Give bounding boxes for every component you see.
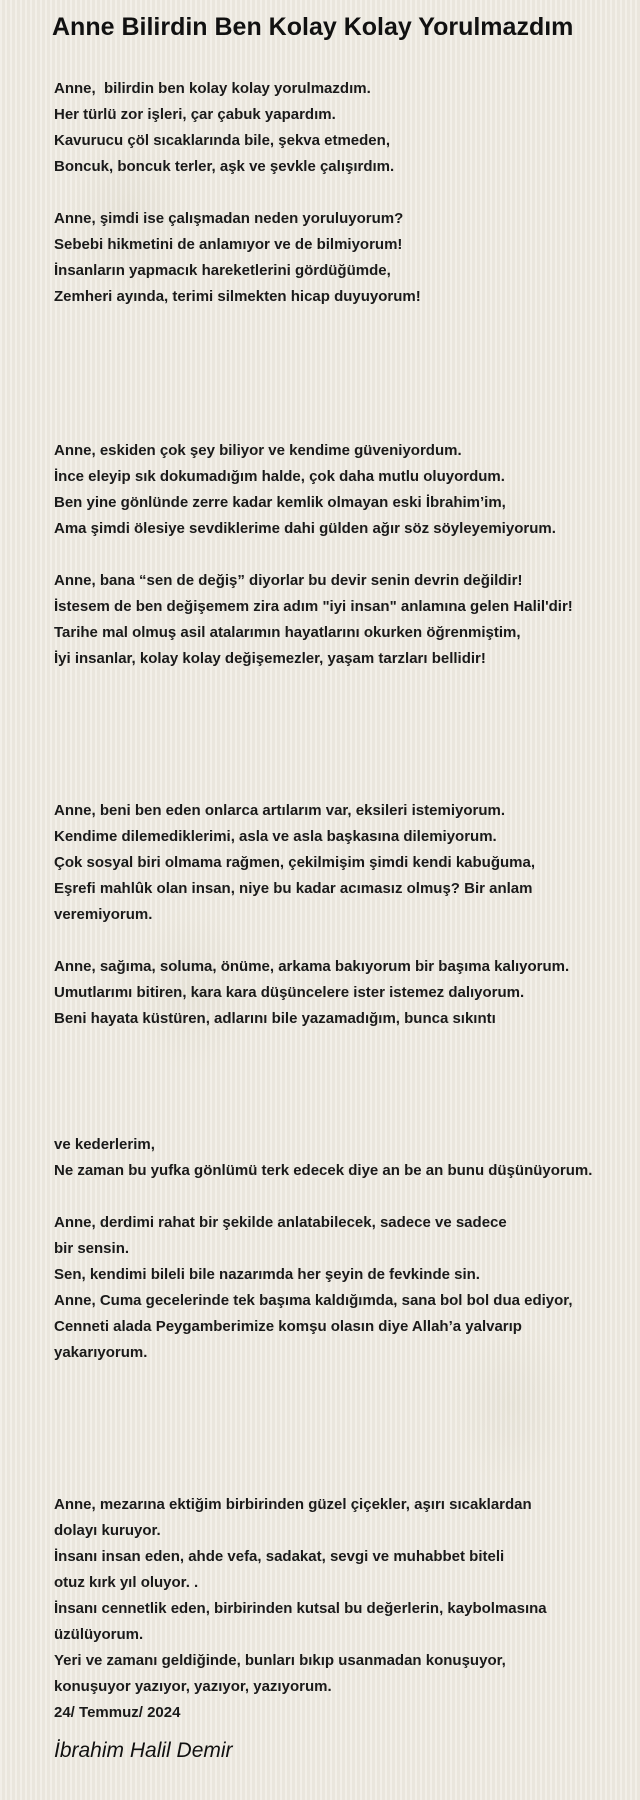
poem-line: Anne, Cuma gecelerinde tek başıma kaldığımda, sana bol bol dua ediyor, [54, 1292, 573, 1309]
poem-line: Cenneti alada Peygamberimize komşu olasın diye Allah’a yalvarıp [54, 1318, 522, 1335]
poem-line: Her türlü zor işleri, çar çabuk yapardım. [54, 106, 336, 123]
poem-line: Ama şimdi ölesiye sevdiklerime dahi gülden ağır söz söyleyemiyorum. [54, 520, 556, 537]
poem-line: Boncuk, boncuk terler, aşk ve şevkle çalışırdım. [54, 158, 395, 175]
poem-line: üzülüyorum. [54, 1626, 144, 1643]
poem-line: Beni hayata küstüren, adlarını bile yazamadığım, bunca sıkıntı [54, 1010, 496, 1027]
poem-line: Zemheri ayında, terimi silmekten hicap duyuyorum! [54, 288, 421, 305]
poem-line: İnsanı cennetlik eden, birbirinden kutsal bu değerlerin, kaybolmasına [54, 1600, 547, 1617]
poem-line: İnsanı insan eden, ahde vefa, sadakat, sevgi ve muhabbet biteli [54, 1548, 505, 1565]
poem-title: Anne Bilirdin Ben Kolay Kolay Yorulmazdım [52, 13, 574, 41]
poem-line: İnce eleyip sık dokumadığım halde, çok daha mutlu oluyordum. [54, 468, 505, 485]
poem-date: 24/ Temmuz/ 2024 [54, 1704, 181, 1721]
poem-line: İstesem de ben değişemem zira adım "iyi insan" anlamına gelen Halil'dir! [54, 598, 573, 615]
poem-line: Yeri ve zamanı geldiğinde, bunları bıkıp usanmadan konuşuyor, [54, 1652, 506, 1669]
poem-line: İyi insanlar, kolay kolay değişemezler, yaşam tarzları bellidir! [54, 650, 486, 667]
poem-line: Eşrefi mahlûk olan insan, niye bu kadar acımasız olmuş? Bir anlam [54, 880, 533, 897]
author-signature: İbrahim Halil Demir [54, 1739, 233, 1762]
poem-line: Kendime dilemediklerimi, asla ve asla başkasına dilemiyorum. [54, 828, 497, 845]
poem-line: veremiyorum. [54, 906, 153, 923]
poem-line: Tarihe mal olmuş asil atalarımın hayatlarını okurken öğrenmiştim, [54, 624, 521, 641]
poem-line: yakarıyorum. [54, 1344, 148, 1361]
poem-line: Anne, beni ben eden onlarca artılarım var, eksileri istemiyorum. [54, 802, 506, 819]
poem-line: Ben yine gönlünde zerre kadar kemlik olmayan eski İbrahim’im, [54, 494, 506, 511]
poem-line: Anne, şimdi ise çalışmadan neden yoruluyorum? [54, 210, 404, 227]
poem-line: Ne zaman bu yufka gönlümü terk edecek diye an be an bunu düşünüyorum. [54, 1162, 593, 1179]
poem-line: Umutlarımı bitiren, kara kara düşüncelere ister istemez dalıyorum. [54, 984, 525, 1001]
poem-line: Anne, bilirdin ben kolay kolay yorulmazdım. [54, 80, 371, 97]
poem-line: otuz kırk yıl oluyor. . [54, 1574, 199, 1591]
poem-line: Kavurucu çöl sıcaklarında bile, şekva etmeden, [54, 132, 390, 149]
poem-line: Sen, kendimi bileli bile nazarımda her şeyin de fevkinde sin. [54, 1266, 480, 1283]
poem-line: Anne, sağıma, soluma, önüme, arkama bakıyorum bir başıma kalıyorum. [54, 958, 570, 975]
poem-line: İnsanların yapmacık hareketlerini gördüğümde, [54, 262, 391, 279]
poem-line: dolayı kuruyor. [54, 1522, 161, 1539]
poem-line: Anne, eskiden çok şey biliyor ve kendime güveniyordum. [54, 442, 462, 459]
poem-line: Sebebi hikmetini de anlamıyor ve de bilmiyorum! [54, 236, 403, 253]
poem-line: Anne, mezarına ektiğim birbirinden güzel çiçekler, aşırı sıcaklardan [54, 1496, 532, 1513]
poem-line: Anne, bana “sen de değiş” diyorlar bu devir senin devrin değildir! [54, 572, 523, 589]
poem-line: ve kederlerim, [54, 1136, 155, 1153]
poem-line: Anne, derdimi rahat bir şekilde anlatabilecek, sadece ve sadece [54, 1214, 507, 1231]
poem-line: Çok sosyal biri olmama rağmen, çekilmişim şimdi kendi kabuğuma, [54, 854, 536, 871]
poem-line: konuşuyor yazıyor, yazıyor, yazıyorum. [54, 1678, 332, 1695]
poem-line: bir sensin. [54, 1240, 130, 1257]
